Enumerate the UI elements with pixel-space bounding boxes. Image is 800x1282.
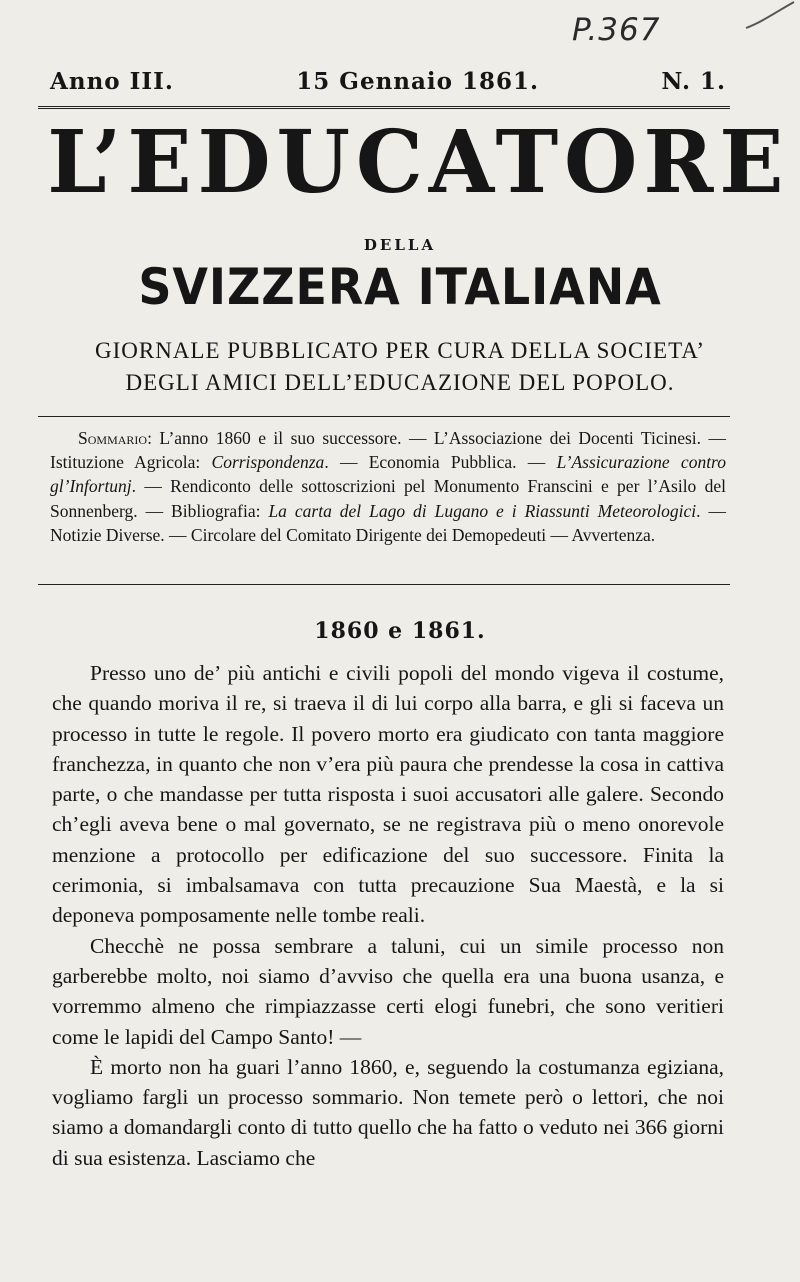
masthead-rule bbox=[38, 106, 730, 109]
article-paragraph: Presso uno de’ più antichi e civili popoli del mondo vigeva il costume, che quando moriva il re, si traeva il di lui corpo alla barra, e gli si faceva un processo in tutte le regole. Il povero morto era giudicato con tanta maggiore franchezza, in quanto che non v’era più paura che prendesse la cosa in cattiva parte, o che mandasse per tutta risposta i suoi accusatori alle galere. Secondo ch’egli aveva bene o mal governato, se ne registrava più o meno onorevole menzione a protocollo per edificazione del suo successore. Finita la cerimonia, si imbalsamava con tutta precauzione Sua Maestà, e la si deponeva pomposamente nelle tombe reali. bbox=[52, 661, 724, 928]
summary-text: . — Notizie Diverse. — Circolare del Comitato Dirigente dei Demopedeuti — Avvertenza. bbox=[50, 500, 726, 545]
summary-italic: Corrispondenza bbox=[211, 452, 325, 473]
summary-text: . — Economia Pubblica. — bbox=[324, 452, 557, 473]
summary-label: Sommario bbox=[78, 428, 148, 448]
article-paragraph: È morto non ha guari l’anno 1860, e, seguendo la costumanza egiziana, vogliamo fargli un processo sommario. Non temete però o lettori, che noi siamo a domandargli conto di tutto quello che ha fatto o veduto nei 366 giorni di sua esistenza. Lasciamo che bbox=[52, 1054, 724, 1170]
article-body bbox=[52, 658, 724, 1173]
table-of-contents bbox=[50, 426, 726, 547]
publisher-line-1: GIORNALE PUBBLICATO PER CURA DELLA SOCIETA’ bbox=[94, 338, 705, 363]
issue-date: 15 Gennaio 1861. bbox=[296, 68, 540, 95]
newspaper-title: L’EDUCATORE bbox=[47, 112, 790, 213]
summary-top-rule bbox=[38, 416, 730, 417]
article-paragraph: Checchè ne possa sembrare a taluni, cui un simile processo non garberebbe molto, noi siamo d’avviso che quella era una buona usanza, e vorremmo almeno che rimpiazzasse certi elogi funebri, che sono veritieri come le lapidi del Campo Santo! — bbox=[52, 933, 724, 1049]
summary-text: : L’anno 1860 e il suo successore. — L’Associazione dei Docenti Ticinesi. — Istituzione Agricola: bbox=[50, 428, 726, 473]
handwritten-catalog-note: P.367 bbox=[572, 12, 661, 48]
summary-text: . — Rendiconto delle sottoscrizioni pel Monumento Franscini e per l’Asilo del Sonnenberg. — Bibliografia: bbox=[50, 476, 726, 521]
issue-number: N. 1. bbox=[661, 68, 726, 95]
issue-year: Anno III. bbox=[50, 68, 174, 95]
summary-italic: La carta del Lago di Lugano e i Riassunti Meteorologici bbox=[268, 500, 697, 521]
summary-bottom-rule bbox=[38, 584, 730, 585]
article-title: 1860 e 1861. bbox=[314, 618, 486, 644]
summary-italic: L’Assicurazione contro gl’Infortunj bbox=[50, 452, 726, 497]
title-connector: DELLA bbox=[363, 236, 437, 254]
masthead bbox=[50, 68, 726, 95]
newspaper-subtitle: SVIZZERA ITALIANA bbox=[138, 258, 662, 316]
pen-stroke-mark bbox=[742, 0, 798, 34]
publisher-line-2: DEGLI AMICI DELL’EDUCAZIONE DEL POPOLO. bbox=[125, 370, 675, 395]
